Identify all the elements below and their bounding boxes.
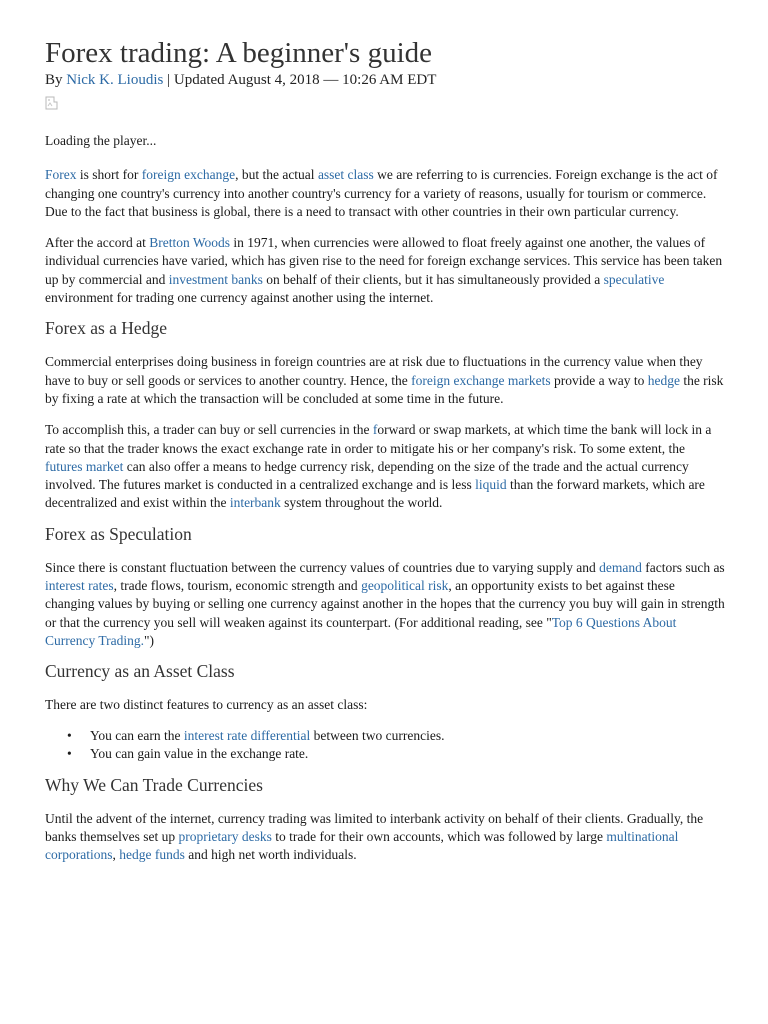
text-segment: between two currencies. <box>310 727 445 743</box>
text-segment: After the accord at <box>45 235 150 251</box>
hedge-paragraph-2 <box>45 421 725 512</box>
link-geopolitical-risk[interactable]: geopolitical risk <box>361 578 449 594</box>
loading-player-text: Loading the player... <box>45 133 157 148</box>
updated-date: Updated August 4, 2018 — 10:26 AM EDT <box>173 72 437 88</box>
hedge-paragraph-1 <box>45 353 725 408</box>
link-demand[interactable]: demand <box>599 559 642 575</box>
text-segment: is short for <box>76 167 142 183</box>
link-investment-banks[interactable]: investment banks <box>168 271 263 287</box>
text-segment: ") <box>144 632 155 648</box>
text-segment: the risk by fixing a rate at which the transaction will be concluded at some time in the future. <box>45 372 724 406</box>
link-hedge-funds[interactable]: hedge funds <box>119 847 185 863</box>
text-segment: in 1971, when currencies were allowed to float freely against one another, the values of individual currencies have varied, which has given rise to the need for foreign exchange services. This service has been taken up by commercial and <box>45 235 723 287</box>
text-segment: factors such as <box>641 559 725 575</box>
text-segment: , but the actual <box>235 167 318 183</box>
byline-separator: | <box>163 72 174 88</box>
text-segment: Until the advent of the internet, currency trading was limited to interbank activity on behalf of their clients. Gradually, the banks themselves set up <box>45 810 704 844</box>
heading-why-trade-currencies: Why We Can Trade Currencies <box>45 774 263 795</box>
article <box>45 36 725 864</box>
list-item <box>45 727 725 746</box>
text-segment: , <box>112 847 120 863</box>
heading-currency-asset-class: Currency as an Asset Class <box>45 661 235 682</box>
text-segment: we are referring to is currencies. Foreign exchange is the act of changing one country's currency into another country's currency for a variety of reasons, usually for tourism or commerce. Due to the fact that business is global, there is a need to transact with other countries in their own particular currency. <box>45 167 718 219</box>
link-interest-rates[interactable]: interest rates <box>45 578 114 594</box>
why-trade-paragraph-1 <box>45 810 725 865</box>
link-liquid[interactable]: liquid <box>475 477 507 493</box>
link-top-6-questions[interactable]: Top 6 Questions About Currency Trading. <box>45 614 677 648</box>
link-hedge[interactable]: hedge <box>647 372 680 388</box>
text-segment: and high net worth individuals. <box>184 847 357 863</box>
author-link[interactable]: Nick K. Lioudis <box>66 72 164 88</box>
link-speculative[interactable]: speculative <box>603 271 665 287</box>
asset-class-paragraph-1: There are two distinct features to currency as an asset class: <box>45 697 368 713</box>
link-interest-rate-differential[interactable]: interest rate differential <box>183 727 311 743</box>
text-segment: Since there is constant fluctuation between the currency values of countries due to varying supply and <box>45 559 600 575</box>
text-segment: to trade for their own accounts, which was followed by large <box>271 828 607 844</box>
text-segment: system throughout the world. <box>280 495 443 511</box>
link-multinational-corporations[interactable]: multinational corporations <box>45 828 679 863</box>
link-proprietary-desks[interactable]: proprietary desks <box>178 828 272 844</box>
link-forward[interactable]: f <box>372 422 378 438</box>
text-segment: on behalf of their clients, but it has simultaneously provided a <box>262 271 604 287</box>
byline-prefix: By <box>45 72 67 88</box>
text-segment: environment for trading one currency against another using the internet. <box>45 290 434 306</box>
text-segment: To accomplish this, a trader can buy or sell currencies in the <box>45 422 373 438</box>
link-bretton-woods[interactable]: Bretton Woods <box>149 235 230 251</box>
text-segment: , an opportunity exists to bet against these changing values by buying or selling one currency against another in the hopes that the currency you buy will gain in strength or that the currency you sell will weaken against its counterpart. (For additional reading, see " <box>45 578 725 630</box>
text-segment: than the forward markets, which are decentralized and exist within the <box>45 477 705 511</box>
text-segment: Commercial enterprises doing business in foreign countries are at risk due to fluctuations in the currency value when they have to buy or sell goods or services to another country. Hence, the <box>45 354 703 388</box>
heading-forex-speculation: Forex as Speculation <box>45 523 192 544</box>
text-segment: orward or swap markets, at which time the bank will lock in a rate so that the trader knows the exact exchange rate in order to mitigate his or her company's risk. To some extent, the <box>45 422 712 456</box>
text-segment: , trade flows, tourism, economic strength and <box>113 578 362 594</box>
text-segment: You can earn the <box>90 727 184 743</box>
link-futures-market[interactable]: futures market <box>45 458 124 474</box>
byline <box>45 70 725 90</box>
asset-class-bullet-list <box>45 727 725 764</box>
link-interbank[interactable]: interbank <box>229 495 281 511</box>
article-title: Forex trading: A beginner's guide <box>45 37 432 69</box>
link-foreign-exchange[interactable]: foreign exchange <box>141 167 236 183</box>
link-forex[interactable]: Forex <box>45 167 77 183</box>
text-segment: provide a way to <box>550 372 648 388</box>
image-placeholder-row <box>45 96 725 112</box>
heading-forex-hedge: Forex as a Hedge <box>45 318 167 339</box>
list-item <box>45 745 725 764</box>
link-foreign-exchange-markets[interactable]: foreign exchange markets <box>411 372 551 388</box>
intro-paragraph-2 <box>45 234 725 307</box>
intro-paragraph-1 <box>45 166 725 221</box>
link-asset-class[interactable]: asset class <box>317 167 374 183</box>
text-segment: can also offer a means to hedge currency risk, depending on the size of the trade and the actual currency involved. The futures market is conducted in a centralized exchange and is less <box>45 458 689 493</box>
broken-image-icon <box>45 96 59 110</box>
speculation-paragraph-1 <box>45 559 725 650</box>
text-segment: You can gain value in the exchange rate. <box>90 746 309 762</box>
